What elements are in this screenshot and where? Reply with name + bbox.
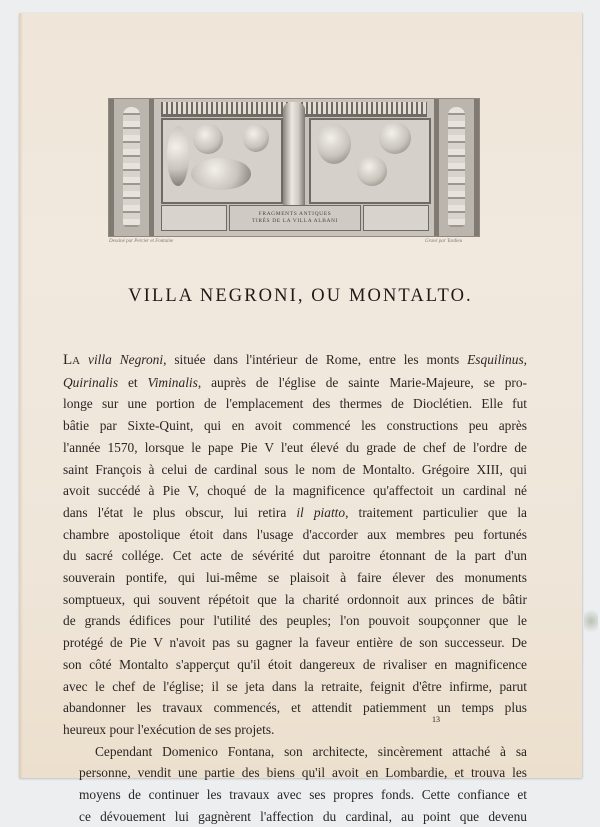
figure-relief-icon	[167, 126, 189, 186]
text-line	[63, 480, 527, 502]
herm-pillar-icon	[283, 102, 305, 222]
left-pilaster	[109, 99, 154, 236]
text-line	[63, 784, 527, 806]
page-number: 13	[432, 715, 440, 724]
text-line	[63, 762, 527, 784]
engraver-credit: Gravé par Tardieu	[425, 239, 463, 244]
text-line	[63, 545, 527, 567]
text-run: souverain pontife, qui lui-même se plaisoit à faire élever des monuments	[63, 570, 527, 586]
text-run: l'année 1570, lorsque le pape Pie V l'eut élevé du grade de chef de l'ordre de	[63, 439, 527, 455]
text-line	[63, 806, 527, 827]
text-line	[63, 741, 527, 763]
grotesque-ornament-icon	[448, 107, 465, 227]
text-run: avoit succédé à Pie V, choqué de la magnificence qu'affectoit un cardinal né	[63, 483, 527, 499]
ram-head-relief-icon	[243, 124, 269, 152]
text-line	[63, 415, 527, 437]
text-run: Cependant Domenico Fontana, son architecte, sincèrement attaché à sa	[95, 743, 527, 759]
text-run: , traitement particulier que la	[345, 504, 527, 520]
text-line	[63, 349, 527, 372]
text-line	[63, 654, 527, 676]
lower-relief-left	[161, 205, 227, 231]
text-run: abandonner les travaux commencés, et attendit patiemment un temps plus	[63, 700, 527, 716]
text-run: , auprès de l'église de sainte Marie-Majeure, se pro-	[197, 374, 528, 390]
text-run: avec le chef de l'église; il se jeta dans la retraite, feignit d'être infirme, parut	[63, 678, 527, 694]
text-line	[63, 719, 527, 741]
text-line	[63, 372, 527, 394]
relief-panel-right	[309, 118, 431, 204]
initial-capital: La	[63, 352, 81, 368]
text-line	[63, 589, 527, 611]
text-run: du sacré collége. Cet acte de sévérité dut paroitre étonnant de la part d'un	[63, 548, 527, 564]
book-page	[19, 13, 582, 824]
text-line	[63, 502, 527, 524]
italic-text: il piatto	[296, 504, 346, 520]
bearded-head-relief-icon	[379, 122, 411, 154]
italic-text: Viminalis	[147, 374, 198, 390]
body-text	[63, 349, 527, 827]
text-run: dans l'état le plus obscur, lui retira	[63, 504, 297, 520]
page-title: VILLA NEGRONI, OU MONTALTO.	[128, 286, 473, 307]
paper-stain	[584, 606, 598, 636]
text-run: de grands édifices pour l'utilité des peuples; l'on pouvoit soupçonner que le	[63, 613, 527, 629]
animal-relief-icon	[191, 158, 251, 190]
italic-text: Quirinalis	[63, 374, 119, 390]
relief-panel-left	[161, 118, 283, 204]
text-run: ,	[523, 352, 528, 367]
text-run	[80, 352, 88, 367]
candelabrum-ornament-icon	[123, 107, 140, 227]
italic-text: villa Negroni	[88, 352, 164, 367]
engraving-plate	[108, 98, 480, 237]
text-line	[63, 393, 527, 415]
text-run: heureux pour l'exécution de ses projets.	[63, 721, 275, 737]
text-line	[63, 567, 527, 589]
right-pilaster	[434, 99, 479, 236]
text-run: personne, vendit une partie des biens qu'il avoit en Lombardie, et trouva les	[79, 765, 527, 781]
draughtsman-credit: Dessiné par Percier et Fontaine	[109, 239, 174, 244]
text-run: saint François à celui de cardinal sous le nom de Montalto. Grégoire XIII, qui	[63, 461, 527, 477]
text-line	[63, 676, 527, 698]
text-run: et	[118, 374, 148, 390]
italic-text: Esquilinus	[467, 352, 524, 367]
text-line	[63, 437, 527, 459]
engraving-plaque	[229, 205, 361, 231]
text-line	[63, 610, 527, 632]
text-run: longe sur une portion de l'emplacement des thermes de Dioclétien. Elle fut	[63, 396, 527, 412]
mask-relief-icon	[193, 124, 223, 154]
bacchus-head-relief-icon	[317, 124, 351, 164]
text-run: somptueux, qui souvent répétoit que la charité ordonnoit aux princes de bâtir	[63, 591, 527, 607]
lower-relief-right	[363, 205, 429, 231]
text-line	[63, 459, 527, 481]
paragraph	[63, 741, 527, 827]
plaque-line-1: FRAGMENTS ANTIQUES	[258, 211, 332, 217]
text-run: son côté Montalto s'apperçut qu'il étoit dangereux de rivaliser en magnificence	[63, 656, 527, 672]
text-line	[63, 632, 527, 654]
text-run: , située dans l'intérieur de Rome, entre les monts	[163, 352, 468, 367]
paragraph	[63, 349, 527, 741]
plaque-line-2: TIRÉS DE LA VILLA ALBANI	[251, 218, 339, 224]
text-line	[63, 524, 527, 546]
text-run: ce dévouement lui gagnèrent l'affection du cardinal, au point que devenu	[79, 808, 527, 824]
text-line	[63, 697, 527, 719]
text-run: chambre apostolique étoit dans l'usage d'accorder aux membres peu fortunés	[63, 526, 527, 542]
text-run: moyens de continuer les travaux avec ses propres fonds. Cette confiance et	[79, 787, 527, 803]
text-run: protégé de Pie V n'avoit pas su gagner la faveur entière de son successeur. De	[63, 635, 527, 651]
text-run: bâtie par Sixte-Quint, qui en avoit commencé les constructions peu après	[63, 418, 527, 434]
child-head-relief-icon	[357, 156, 387, 186]
